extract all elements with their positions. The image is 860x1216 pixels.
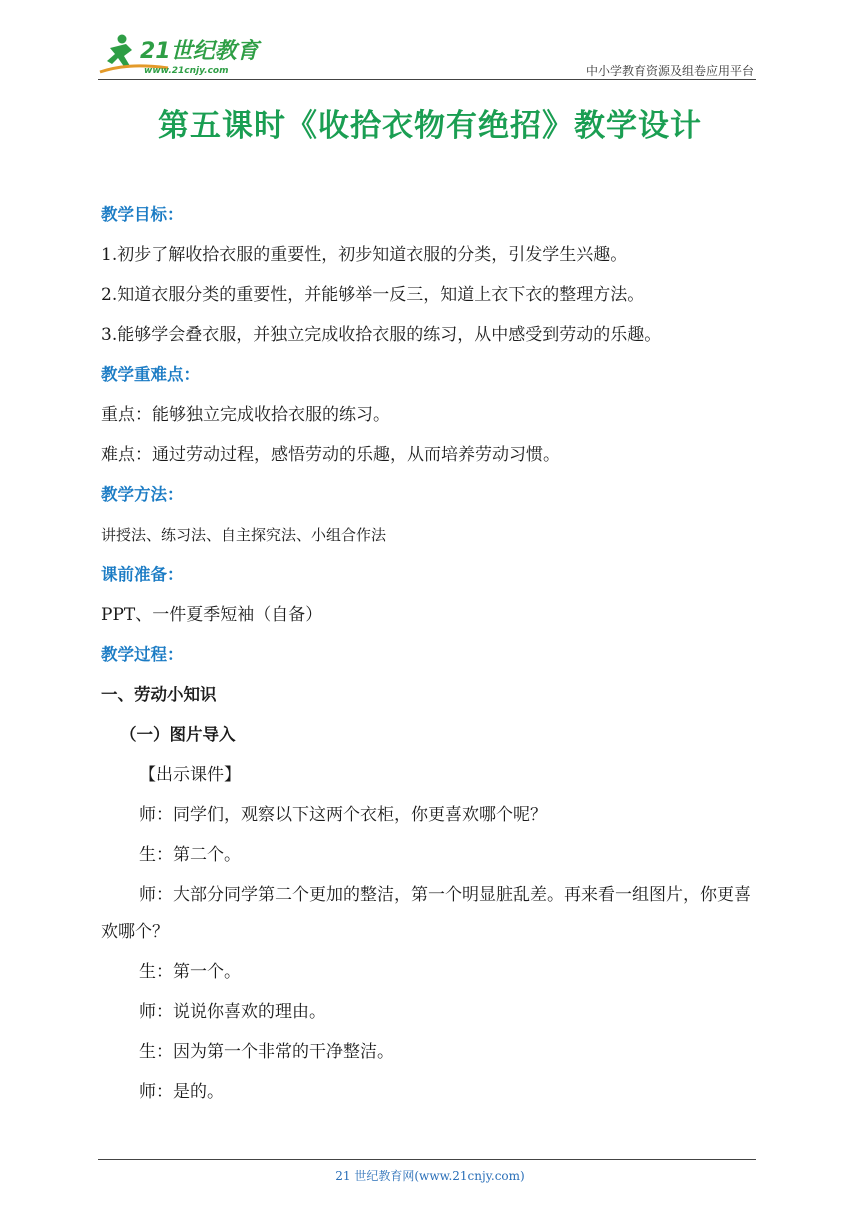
dialog-paragraph: 师：大部分同学第二个更加的整洁，第一个明显脏乱差。再来看一组图片，你更喜欢哪个？ — [101, 885, 751, 942]
part-one-heading: 一、劳动小知识 — [101, 685, 217, 704]
footer-text: 21 世纪教育网(www.21cnjy.com) — [335, 1169, 525, 1183]
prep-heading: 课前准备： — [101, 565, 184, 584]
logo-21cnjy — [98, 30, 268, 78]
logo-text: 21世纪教育 — [140, 39, 259, 64]
objective-item: 2.知道衣服分类的重要性，并能够举一反三，知道上衣下衣的整理方法。 — [101, 285, 645, 305]
footer-divider — [98, 1159, 756, 1160]
objective-item: 1.初步了解收拾衣服的重要性，初步知道衣服的分类，引发学生兴趣。 — [101, 245, 628, 265]
dialog-line: 师：同学们，观察以下这两个衣柜，你更喜欢哪个呢？ — [139, 805, 547, 825]
keypoint-text: 重点：能够独立完成收拾衣服的练习。 — [101, 405, 390, 425]
prep-text: PPT、一件夏季短袖（自备） — [101, 605, 323, 625]
objectives-heading: 教学目标： — [101, 205, 184, 224]
dialog-line: 师：是的。 — [139, 1082, 224, 1102]
methods-heading: 教学方法： — [101, 485, 184, 504]
sub-section-label: （一）图片导入 — [120, 725, 236, 744]
header-platform-text: 中小学教育资源及组卷应用平台 — [585, 64, 754, 78]
page-title: 第五课时《收拾衣物有绝招》教学设计 — [158, 108, 702, 144]
difficulty-text: 难点：通过劳动过程，感悟劳动的乐趣，从而培养劳动习惯。 — [101, 445, 560, 465]
dialog-line: 生：第一个。 — [139, 962, 241, 982]
dialog-line: 生：第二个。 — [139, 845, 241, 865]
objective-item: 3.能够学会叠衣服，并独立完成收拾衣服的练习，从中感受到劳动的乐趣。 — [101, 325, 662, 345]
keypoints-heading: 教学重难点： — [101, 365, 200, 384]
page-header — [98, 30, 756, 78]
logo-url: www.21cnjy.com — [144, 66, 229, 76]
methods-text: 讲授法、练习法、自主探究法、小组合作法 — [101, 526, 387, 544]
dialog-line: 师：说说你喜欢的理由。 — [139, 1002, 326, 1022]
sub-section-heading — [101, 715, 761, 755]
header-divider — [98, 79, 756, 80]
document-body — [101, 195, 761, 1112]
dialog-line: 生：因为第一个非常的干净整洁。 — [139, 1042, 394, 1062]
courseware-note: 【出示课件】 — [139, 765, 241, 785]
process-heading: 教学过程： — [101, 645, 184, 664]
